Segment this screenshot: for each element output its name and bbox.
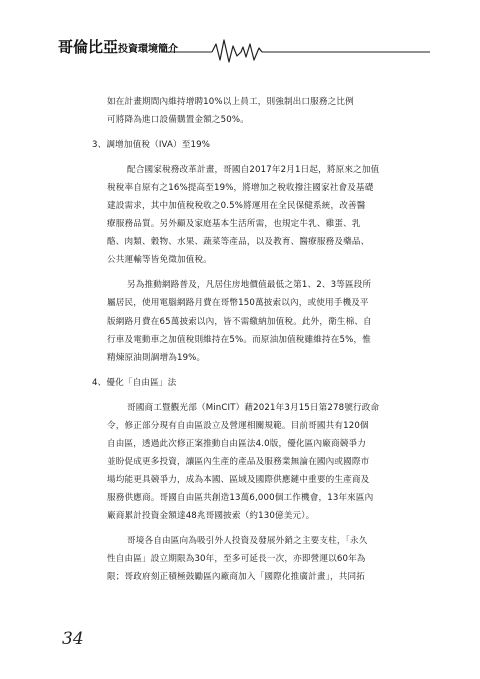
paragraph-line: 配合國家稅務改革計畫，哥國自2017年2月1日起，將原來之加值	[127, 165, 380, 176]
header-title	[58, 36, 178, 57]
paragraph-line: 公共運輸等皆免徵加值稅。	[107, 255, 212, 266]
page-number: 34	[62, 629, 84, 649]
section-heading-3: 3、調增加值稅（IVA）至19%	[92, 140, 211, 151]
paragraph-line: 哥國商工暨觀光部（MinCIT）藉2021年3月15日第278號行政命	[127, 402, 380, 413]
paragraph-line: 哥境各自由區向為吸引外人投資及發展外銷之主要支柱，「永久	[127, 536, 368, 547]
paragraph-line: 建設需求，其中加值稅稅收之0.5%將運用在全民保健系統，改善醫	[107, 201, 366, 212]
paragraph-line: 屬居民，使用電腦網路月費在哥幣150萬披索以內，或使用手機及平	[107, 298, 369, 309]
paragraph-line: 行車及電動車之加值稅則維持在5%。而原油加值稅雖維持在5%，惟	[107, 334, 371, 345]
paragraph-line: 版網路月費在65萬披索以內，皆不需繳納加值稅。此外，衛生棉、自	[107, 316, 372, 327]
section-heading-4: 4、優化「自由區」法	[92, 377, 177, 388]
paragraph-line: 自由區，透過此次修正案推動自由區法4.0版，優化區內廠商競爭力	[107, 438, 366, 449]
paragraph-line: 酪、肉類、穀物、水果、蔬菜等產品，以及教育、醫療服務及藥品、	[107, 237, 370, 248]
paragraph-line: 服務供應商。哥國自由區共創造13萬6,000個工作機會，13年來區內	[107, 492, 374, 503]
paragraph-line: 並盼促成更多投資，讓區內生產的產品及服務業無論在國內或國際市	[107, 456, 370, 467]
paragraph-line: 廠商累計投資金額達48兆哥國披索（約130億美元）。	[107, 510, 315, 521]
header-title-main: 哥倫比亞	[58, 38, 119, 56]
header-wave-path	[212, 40, 262, 62]
paragraph-line: 療服務品質。另外顧及家庭基本生活所需，也規定牛乳、雞蛋、乳	[107, 219, 361, 230]
document-body	[92, 93, 425, 586]
running-header	[0, 0, 480, 72]
paragraph-line: 精煉原油則調增為19%。	[107, 352, 206, 363]
paragraph-line: 限；哥政府刻正積極鼓勵區內廠商加入「國際化推廣計畫」，共同拓	[107, 572, 366, 583]
paragraph-line: 性自由區」設立期限為30年，至多可延長一次，亦即營運以60年為	[107, 554, 366, 565]
paragraph-line: 稅稅率自原有之16%提高至19%，將增加之稅收撥注國家社會及基礎	[107, 183, 374, 194]
header-title-sub: 投資環境簡介	[118, 44, 179, 55]
paragraph-line: 可將降為進口設備購置金額之50%。	[107, 115, 249, 126]
paragraph-line: 令，修正部分現有自由區設立及營運相關規範。目前哥國共有120個	[107, 420, 369, 431]
paragraph-line: 如在計畫期間內維持增聘10%以上員工，則強制出口服務之比例	[107, 97, 354, 107]
paragraph-line: 另為推動網路普及，凡居住房地價值最低之第1、2、3等區段所	[127, 280, 372, 291]
paragraph-line: 場均能更具競爭力，成為本國、區域及國際供應鏈中重要的生產商及	[107, 474, 370, 485]
